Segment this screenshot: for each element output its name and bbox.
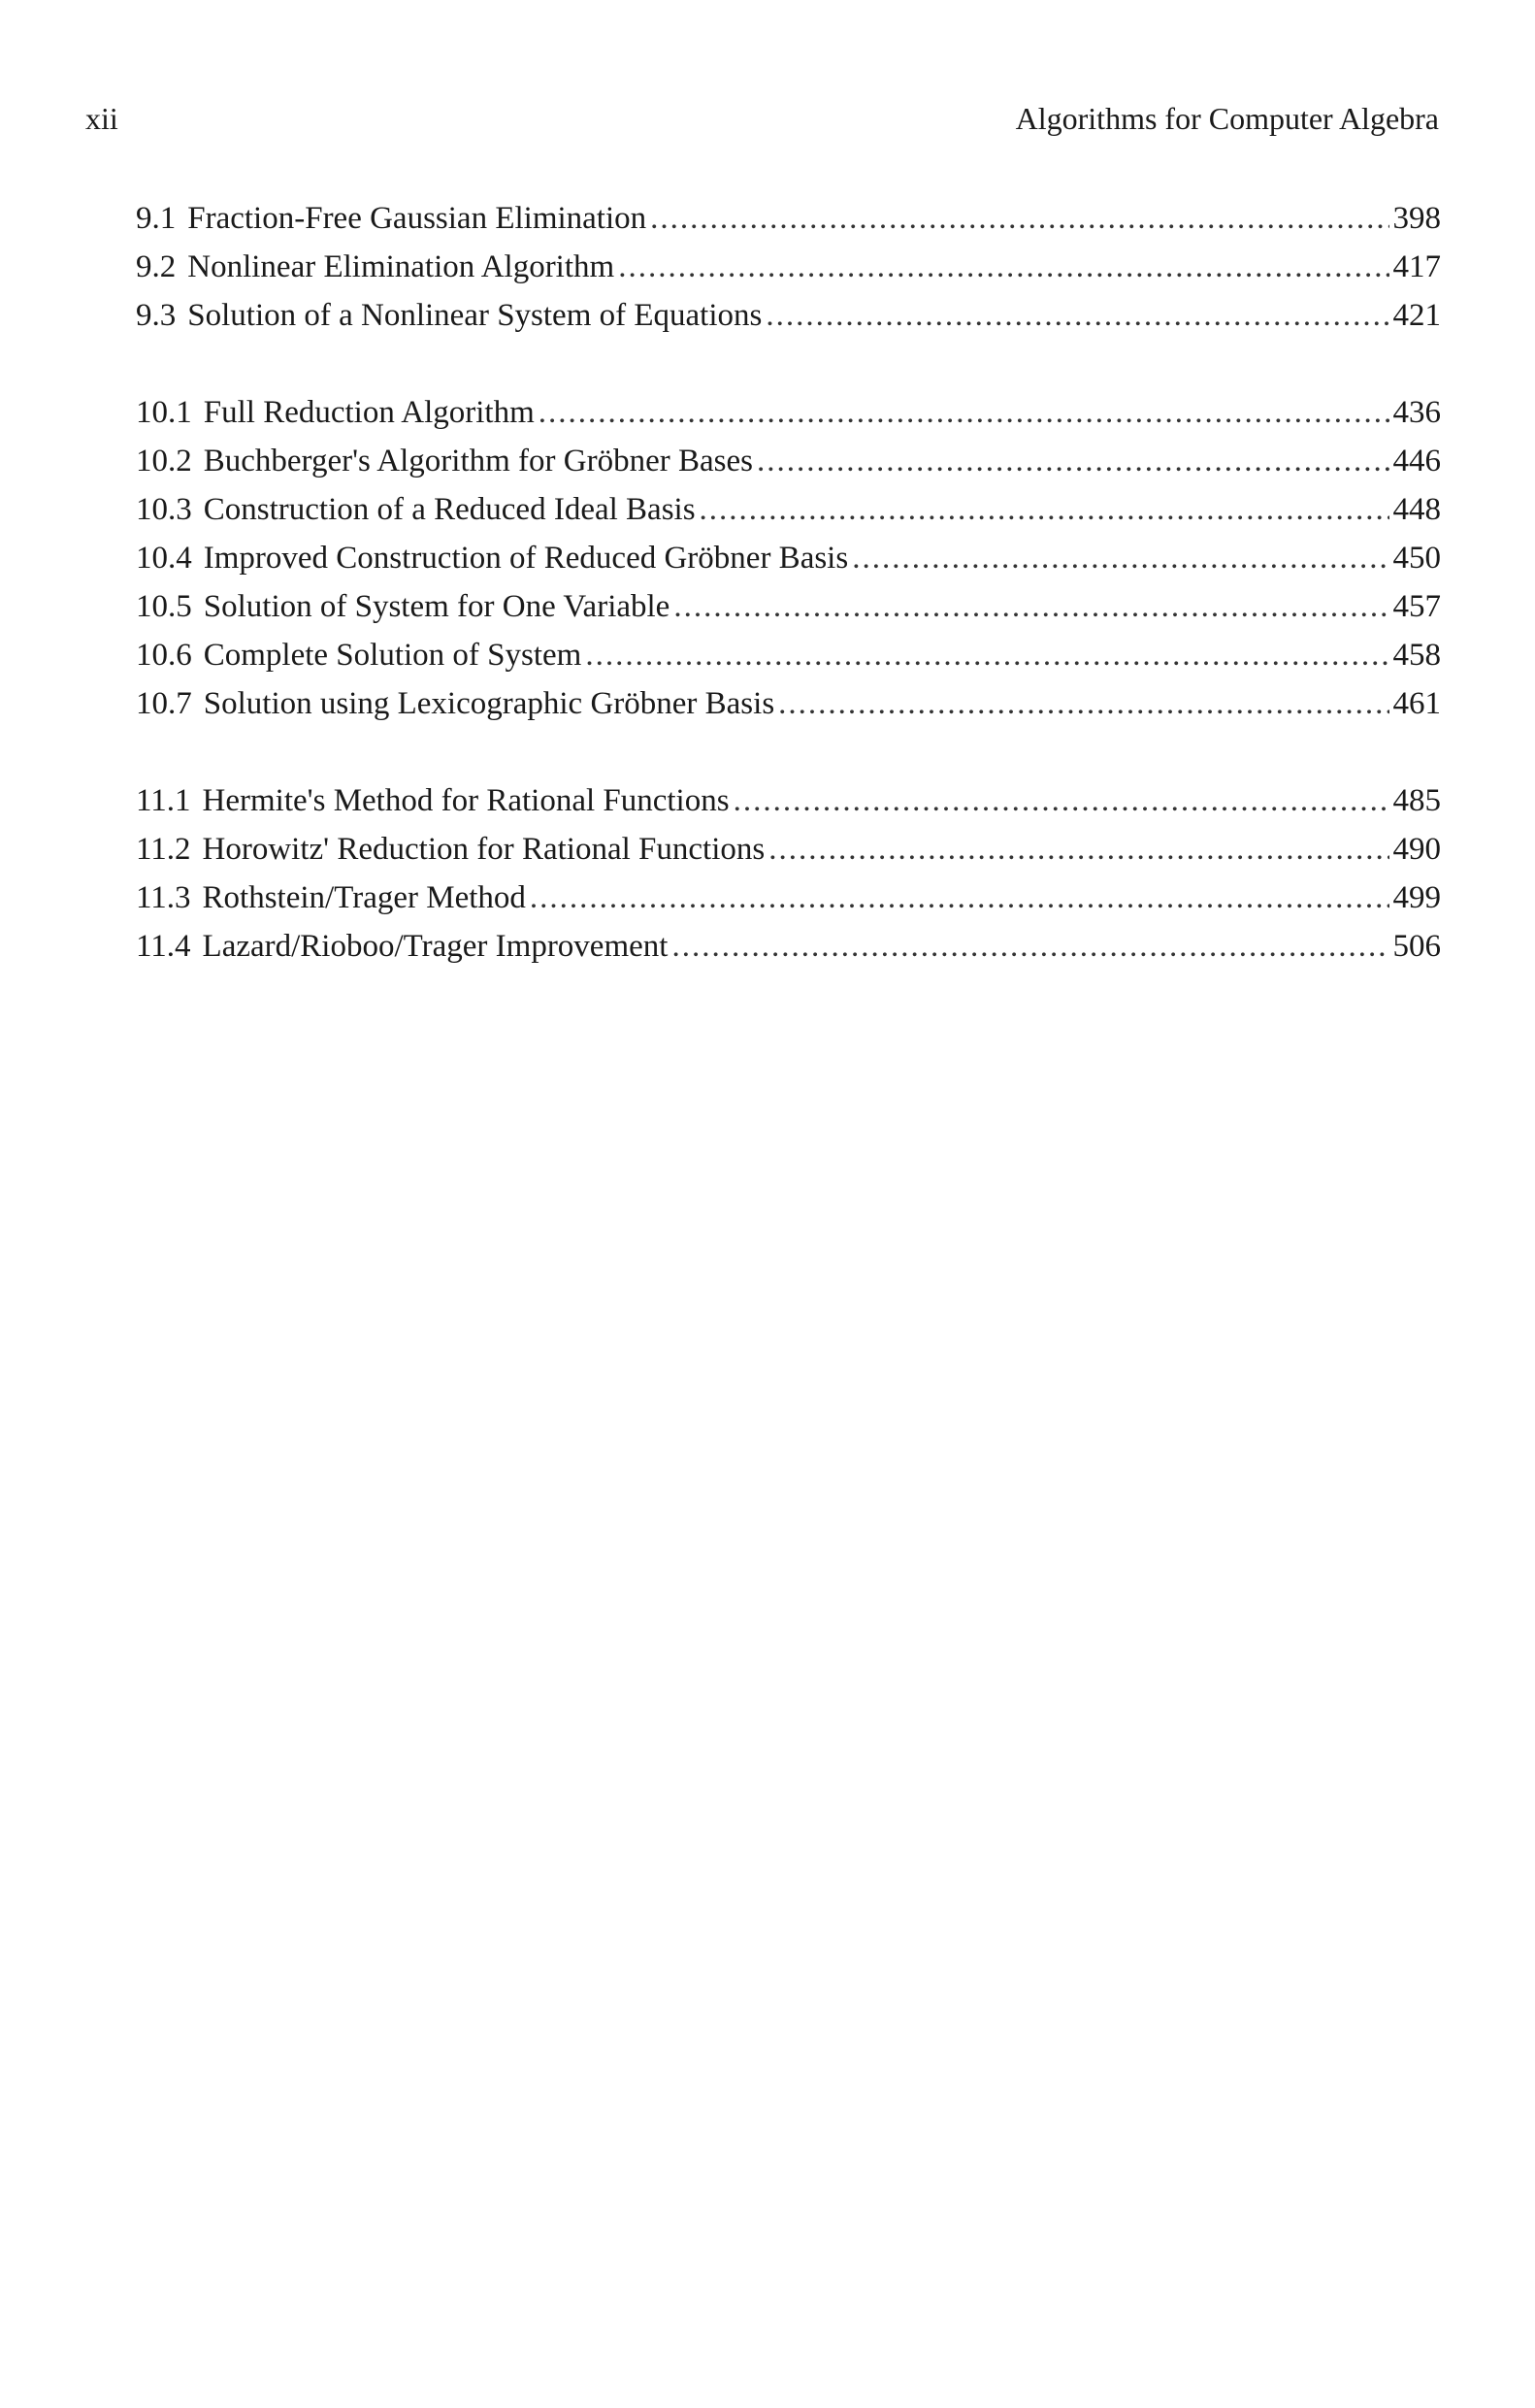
toc-group-chapter-11 xyxy=(136,776,1441,971)
toc-entry-title: Lazard/Rioboo/Trager Improvement xyxy=(202,929,669,964)
toc-entry xyxy=(136,194,1441,243)
toc-entry-title: Rothstein/Trager Method xyxy=(202,880,526,915)
toc-entry xyxy=(136,631,1441,679)
dot-leader xyxy=(539,388,1389,437)
toc-entry-page: 499 xyxy=(1392,880,1441,915)
toc-entry xyxy=(136,922,1441,971)
toc-entry xyxy=(136,388,1441,437)
toc-group-chapter-10 xyxy=(136,388,1441,728)
toc-entry-page: 421 xyxy=(1392,298,1441,333)
toc-entry-number: 10.3 xyxy=(136,492,192,527)
toc-entry-number: 10.5 xyxy=(136,589,192,624)
dot-leader xyxy=(778,679,1388,728)
toc-entry xyxy=(136,874,1441,922)
toc-entry-number: 11.1 xyxy=(136,783,191,818)
toc-entry-title: Solution using Lexicographic Gröbner Basis xyxy=(203,686,775,721)
toc-entry xyxy=(136,679,1441,728)
toc-entry-title: Solution of System for One Variable xyxy=(203,589,670,624)
toc-entry-page: 417 xyxy=(1392,249,1441,284)
dot-leader xyxy=(757,437,1389,485)
dot-leader xyxy=(671,922,1388,971)
toc-entry-page: 448 xyxy=(1392,492,1441,527)
toc-entry xyxy=(136,291,1441,340)
toc-entry-page: 490 xyxy=(1392,832,1441,867)
toc-entry-number: 10.4 xyxy=(136,541,192,576)
toc-entry-number: 9.1 xyxy=(136,201,177,236)
toc-entry-title: Full Reduction Algorithm xyxy=(203,395,535,430)
dot-leader xyxy=(585,631,1388,679)
dot-leader xyxy=(766,291,1388,340)
toc-entry-title: Improved Construction of Reduced Gröbner Basis xyxy=(203,541,849,576)
toc-entry-title: Horowitz' Reduction for Rational Functions xyxy=(202,832,766,867)
toc-entry xyxy=(136,243,1441,291)
toc-entry-page: 506 xyxy=(1392,929,1441,964)
toc-entry-page: 457 xyxy=(1392,589,1441,624)
toc-entry-title: Fraction-Free Gaussian Elimination xyxy=(187,201,647,236)
toc-entry-title: Complete Solution of System xyxy=(203,638,582,673)
toc-entry-page: 398 xyxy=(1392,201,1441,236)
dot-leader xyxy=(734,776,1389,825)
toc-entry-number: 11.4 xyxy=(136,929,191,964)
toc-entry-number: 9.2 xyxy=(136,249,177,284)
toc-entry-number: 10.6 xyxy=(136,638,192,673)
toc-entry-page: 485 xyxy=(1392,783,1441,818)
toc-entry-number: 9.3 xyxy=(136,298,177,333)
toc-entry-title: Hermite's Method for Rational Functions xyxy=(202,783,730,818)
toc-entry xyxy=(136,534,1441,582)
toc-entry xyxy=(136,582,1441,631)
dot-leader xyxy=(852,534,1388,582)
toc-entry-title: Construction of a Reduced Ideal Basis xyxy=(203,492,696,527)
dot-leader xyxy=(618,243,1388,291)
running-title: Algorithms for Computer Algebra xyxy=(1015,101,1439,136)
dot-leader xyxy=(673,582,1388,631)
dot-leader xyxy=(650,194,1388,243)
page-header xyxy=(85,97,1439,140)
toc-entry-page: 436 xyxy=(1392,395,1441,430)
toc-entry-number: 10.1 xyxy=(136,395,192,430)
toc-entry-page: 450 xyxy=(1392,541,1441,576)
toc-entry xyxy=(136,485,1441,534)
toc-entry-title: Solution of a Nonlinear System of Equations xyxy=(187,298,763,333)
toc-entry-page: 458 xyxy=(1392,638,1441,673)
dot-leader xyxy=(700,485,1389,534)
toc-entry-number: 10.2 xyxy=(136,444,192,478)
page-number: xii xyxy=(85,101,118,136)
list-of-algorithms xyxy=(136,194,1441,971)
toc-group-chapter-9 xyxy=(136,194,1441,340)
toc-entry-page: 461 xyxy=(1392,686,1441,721)
toc-entry-number: 11.3 xyxy=(136,880,191,915)
toc-entry-title: Buchberger's Algorithm for Gröbner Bases xyxy=(203,444,753,478)
dot-leader xyxy=(768,825,1388,874)
toc-entry xyxy=(136,825,1441,874)
dot-leader xyxy=(530,874,1389,922)
toc-entry xyxy=(136,437,1441,485)
toc-entry xyxy=(136,776,1441,825)
toc-entry-number: 11.2 xyxy=(136,832,191,867)
toc-entry-title: Nonlinear Elimination Algorithm xyxy=(187,249,615,284)
toc-entry-number: 10.7 xyxy=(136,686,192,721)
toc-entry-page: 446 xyxy=(1392,444,1441,478)
